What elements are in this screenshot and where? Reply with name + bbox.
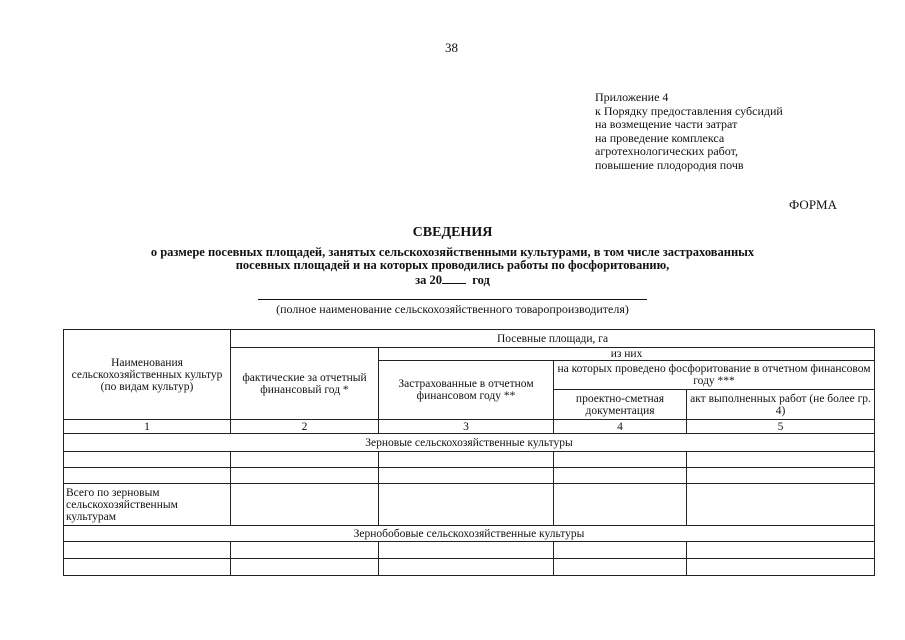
page-number: 38 xyxy=(445,40,458,55)
subtitle-line-2: посевных площадей и на которых проводились работы по фосфоритованию, xyxy=(235,258,670,272)
column-number: 4 xyxy=(554,420,687,434)
table-cell[interactable] xyxy=(379,468,554,484)
column-number: 5 xyxy=(687,420,875,434)
appendix-line: на возмещение части затрат xyxy=(595,117,738,131)
header-phosphor: на которых проведено фосфоритование в отчетном финансовом году *** xyxy=(554,361,875,390)
table-cell[interactable] xyxy=(379,452,554,468)
table-row xyxy=(64,468,875,484)
table-cell[interactable] xyxy=(554,559,687,576)
table-cell[interactable] xyxy=(687,542,875,559)
year-prefix: за 20 xyxy=(415,273,443,287)
table-cell[interactable] xyxy=(687,452,875,468)
table-cell[interactable] xyxy=(687,468,875,484)
document-title: СВЕДЕНИЯ xyxy=(412,225,493,240)
table-row xyxy=(64,452,875,468)
header-actual: фактические за отчетный финансовый год * xyxy=(231,348,379,420)
section-legumes-title: Зернобобовые сельскохозяйственные культуры xyxy=(64,526,875,542)
table-row xyxy=(64,542,875,559)
table-cell[interactable] xyxy=(64,559,231,576)
appendix-line: к Порядку предоставления субсидий xyxy=(595,103,783,118)
table-cell[interactable] xyxy=(231,452,379,468)
data-table xyxy=(63,329,875,576)
table-cell[interactable] xyxy=(379,559,554,576)
appendix-line: Приложение 4 xyxy=(595,90,669,104)
table-cell[interactable] xyxy=(379,542,554,559)
column-number: 3 xyxy=(379,420,554,434)
header-crop-names: Наименования сельскохозяйственных культур (по видам культур) xyxy=(64,330,231,420)
producer-name-line[interactable] xyxy=(258,299,647,300)
table-cell[interactable] xyxy=(687,559,875,576)
year-line xyxy=(0,272,905,288)
section-row-legumes xyxy=(64,526,875,542)
document-subtitle xyxy=(40,246,865,272)
table-cell[interactable] xyxy=(554,542,687,559)
table-cell[interactable] xyxy=(554,484,687,526)
table-cell[interactable] xyxy=(379,484,554,526)
column-numbers-row xyxy=(64,420,875,434)
appendix-line: агротехнологических работ, xyxy=(595,144,738,158)
total-row-grain xyxy=(64,484,875,526)
header-row-1 xyxy=(64,330,875,348)
table-cell[interactable] xyxy=(231,542,379,559)
table-row xyxy=(64,559,875,576)
table-cell[interactable] xyxy=(231,559,379,576)
column-number: 1 xyxy=(64,420,231,434)
header-act: акт выполненных работ (не более гр. 4) xyxy=(687,390,875,420)
table-cell[interactable] xyxy=(64,542,231,559)
table-cell[interactable] xyxy=(64,452,231,468)
table-cell[interactable] xyxy=(554,468,687,484)
appendix-block xyxy=(595,91,783,172)
year-suffix: год xyxy=(472,273,490,287)
header-sown-areas: Посевные площади, га xyxy=(231,330,875,348)
table-cell[interactable] xyxy=(231,468,379,484)
year-blank-field[interactable] xyxy=(442,272,466,284)
table-cell[interactable] xyxy=(64,468,231,484)
column-number: 2 xyxy=(231,420,379,434)
appendix-line: повышение плодородия почв xyxy=(595,157,744,172)
section-grain-title: Зерновые сельскохозяйственные культуры xyxy=(64,434,875,452)
table-cell[interactable] xyxy=(687,484,875,526)
header-of-them: из них xyxy=(379,348,875,361)
header-insured: Застрахованные в отчетном финансовом году ** xyxy=(379,361,554,420)
table-cell[interactable] xyxy=(554,452,687,468)
form-label: ФОРМА xyxy=(789,197,837,212)
section-row-grain xyxy=(64,434,875,452)
total-grain-label: Всего по зерновым сельскохозяйственным культурам xyxy=(64,484,231,526)
subtitle-line-1: о размере посевных площадей, занятых сельскохозяйственными культурами, в том числе застрахованных xyxy=(150,245,755,259)
appendix-line: на проведение комплекса xyxy=(595,130,725,145)
producer-caption: (полное наименование сельскохозяйственного товаропроизводителя) xyxy=(276,302,629,316)
table-cell[interactable] xyxy=(231,484,379,526)
header-design-docs: проектно-сметная документация xyxy=(554,390,687,420)
